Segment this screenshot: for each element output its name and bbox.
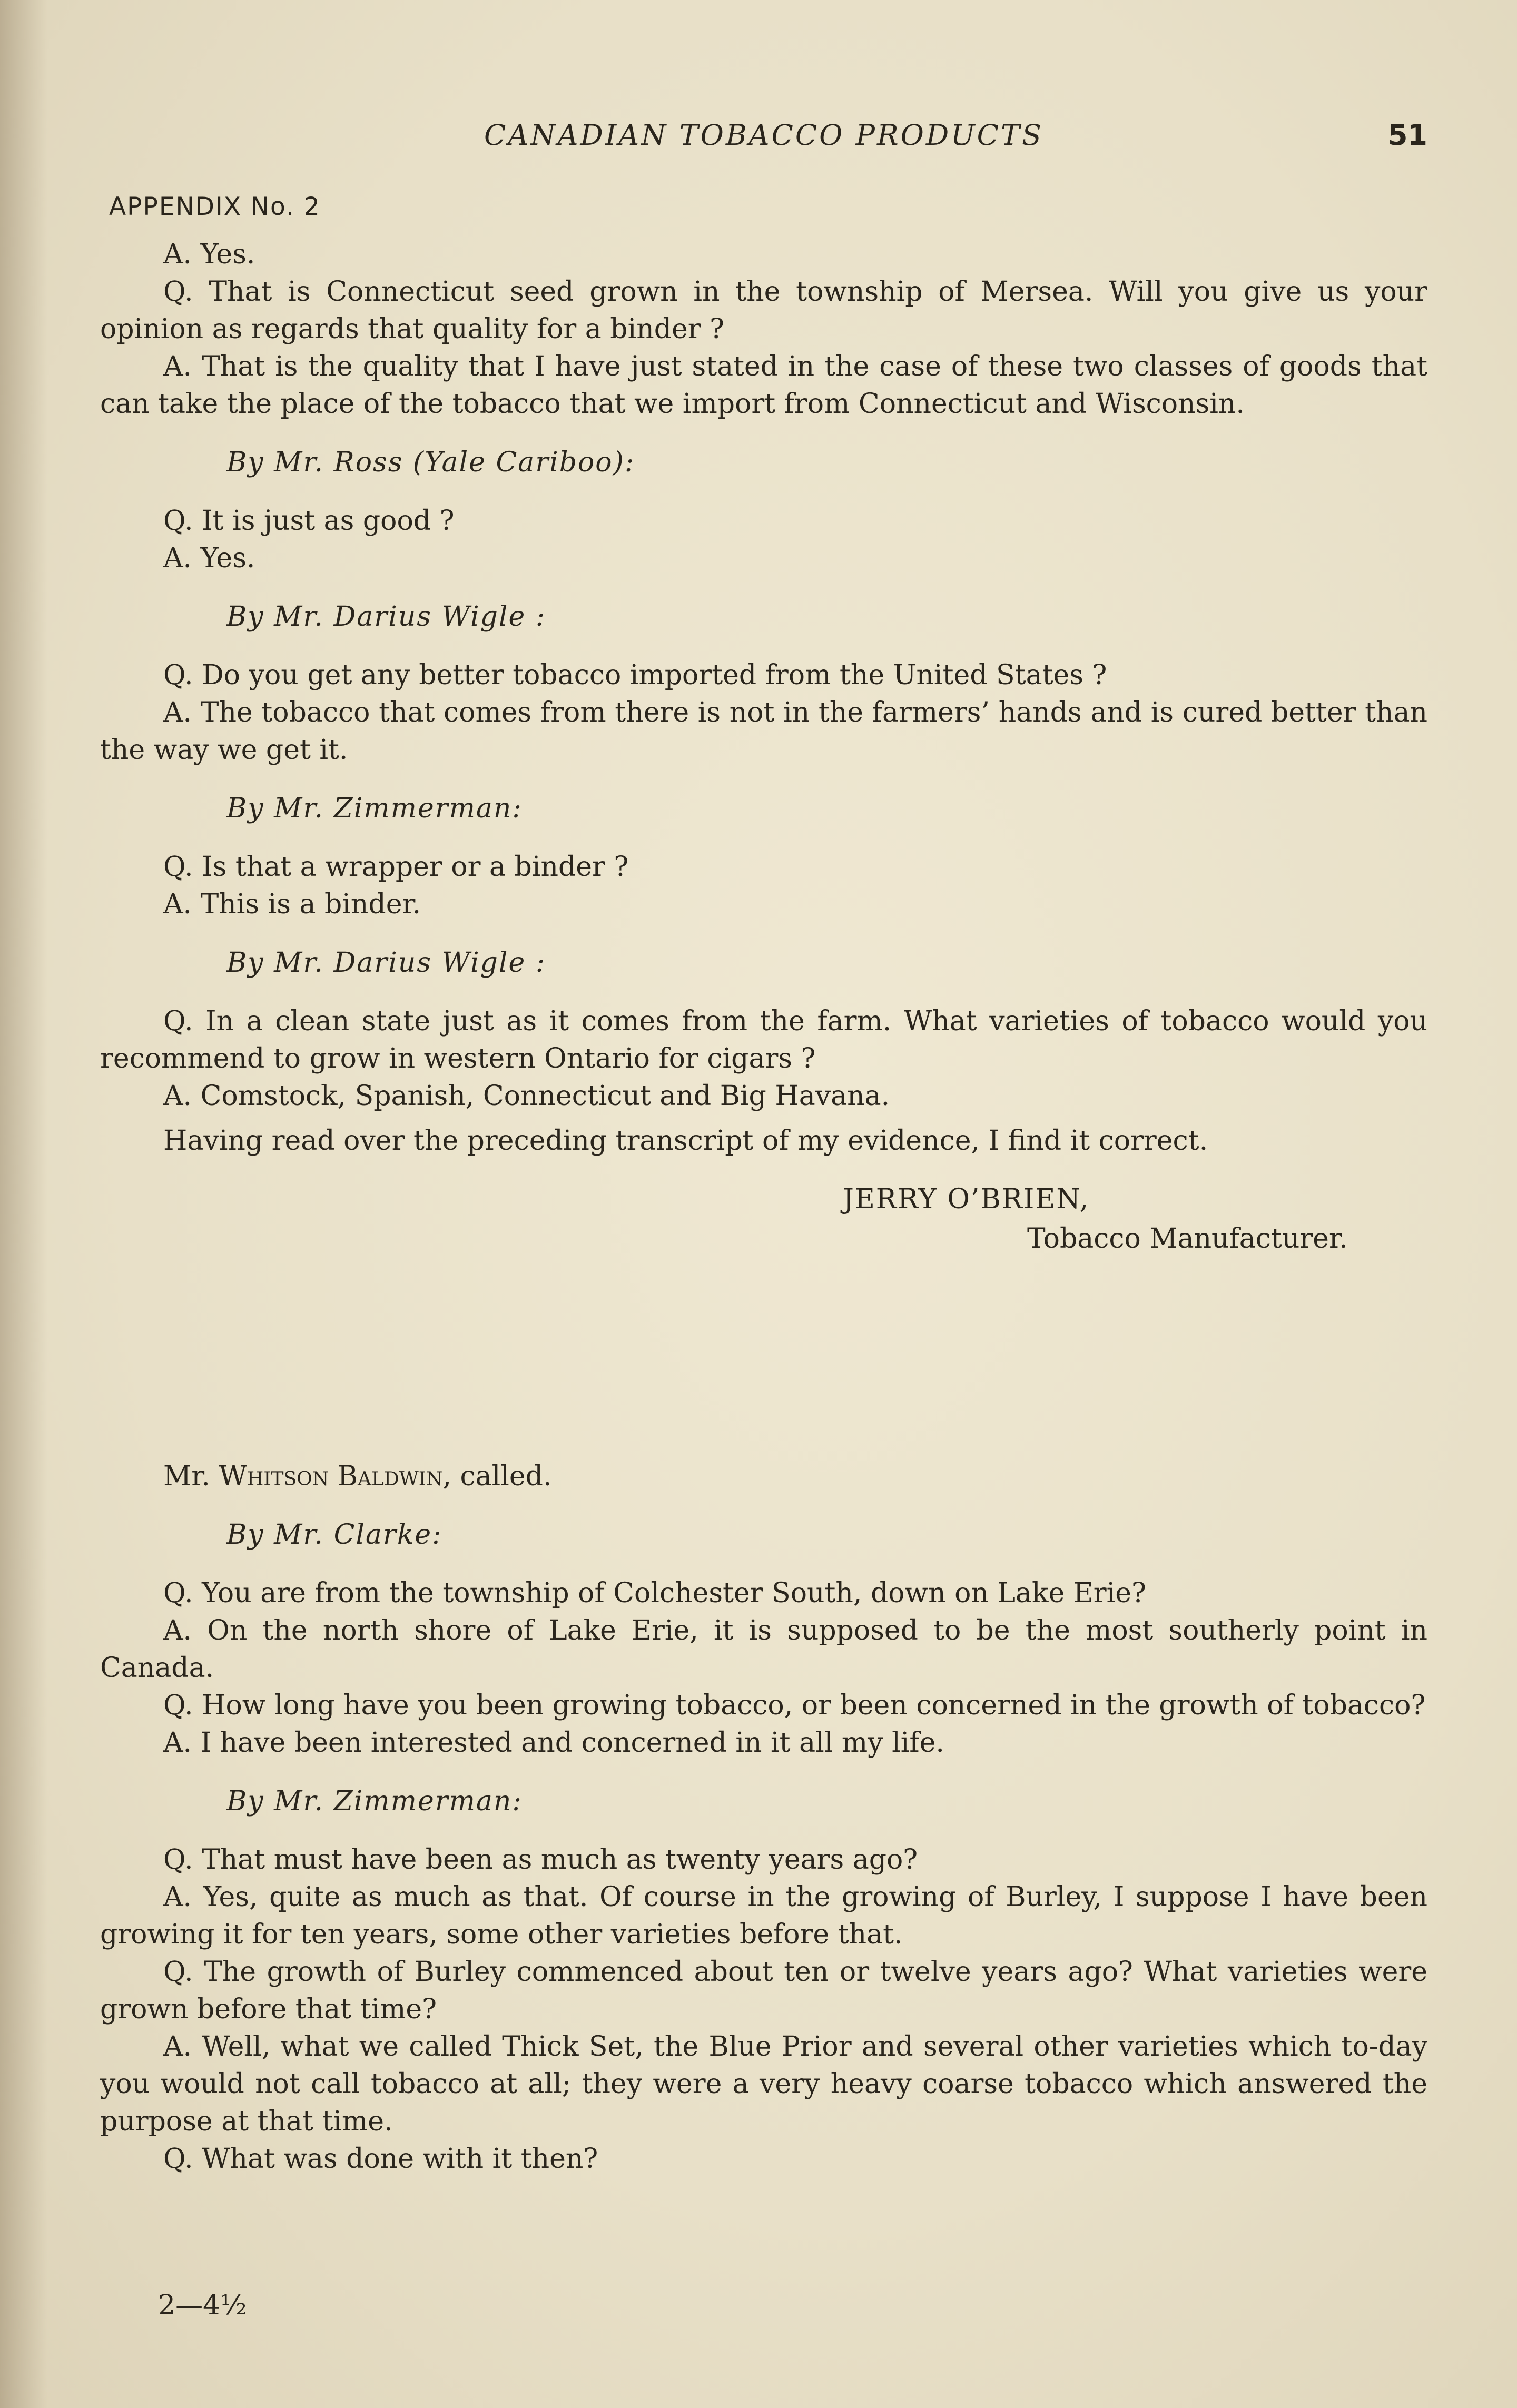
- appendix-label: APPENDIX No. 2: [109, 192, 321, 221]
- speaker-heading: By Mr. Darius Wigle :: [226, 601, 546, 633]
- paragraph: A. That is the quality that I have just stated in the case of these two classes of goods that can take the place of the tobacco that we import from Connecticut and Wisconsin.: [100, 351, 1427, 420]
- running-title: CANADIAN TOBACCO PRODUCTS: [484, 119, 1044, 152]
- signature-name: JERRY O’BRIEN,: [843, 1183, 1090, 1215]
- paragraph: A. This is a binder.: [163, 889, 421, 920]
- speaker-heading: By Mr. Clarke:: [226, 1519, 442, 1551]
- paragraph: Having read over the preceding transcript of my evidence, I find it correct.: [163, 1125, 1208, 1157]
- paragraph: A. Yes, quite as much as that. Of course in the growing of Burley, I suppose I have been growing it for ten years, some other varieties before that.: [100, 1881, 1427, 1950]
- paragraph: Q. Is that a wrapper or a binder ?: [163, 851, 629, 883]
- witness-called-line: [100, 1458, 1427, 1495]
- speaker-heading: By Mr. Zimmerman:: [226, 1785, 523, 1817]
- printer-signature-mark: 2—4½: [158, 2289, 247, 2321]
- witness-name: Whitson Baldwin: [219, 1460, 443, 1492]
- body-text: [100, 236, 1427, 2178]
- paragraph: A. Comstock, Spanish, Connecticut and Big Havana.: [163, 1080, 890, 1112]
- speaker-heading: By Mr. Darius Wigle :: [226, 947, 546, 979]
- witness-suffix: , called.: [442, 1460, 552, 1492]
- page-header: [100, 119, 1427, 161]
- speaker-heading: By Mr. Zimmerman:: [226, 793, 523, 824]
- paragraph: Q. Do you get any better tobacco imported from the United States ?: [163, 659, 1107, 691]
- section-gap: [100, 1258, 1427, 1458]
- paragraph: A. On the north shore of Lake Erie, it is supposed to be the most southerly point in Canada.: [100, 1615, 1427, 1684]
- paragraph: Q. What was done with it then?: [163, 2143, 598, 2175]
- witness-prefix: Mr.: [163, 1460, 219, 1492]
- paragraph: Q. It is just as good ?: [163, 505, 455, 537]
- paragraph: Q. How long have you been growing tobacco, or been concerned in the growth of tobacco?: [163, 1690, 1426, 1721]
- paragraph: Q. In a clean state just as it comes from the farm. What varieties of tobacco would you recommend to grow in western Ontario for cigars ?: [100, 1005, 1427, 1074]
- paragraph: Q. That must have been as much as twenty years ago?: [163, 1844, 918, 1876]
- signature-title: Tobacco Manufacturer.: [1027, 1223, 1348, 1255]
- paragraph: A. Well, what we called Thick Set, the Blue Prior and several other varieties which to-day you would not call tobacco at all; they were a very heavy coarse tobacco which answered the purpose at that time.: [100, 2031, 1427, 2137]
- paragraph: Q. That is Connecticut seed grown in the township of Mersea. Will you give us your opinion as regards that quality for a binder ?: [100, 276, 1427, 345]
- paragraph: A. The tobacco that comes from there is not in the farmers’ hands and is cured better than the way we get it.: [100, 697, 1427, 766]
- page-spine-shadow: [0, 0, 47, 2408]
- paragraph: Q. You are from the township of Colchester South, down on Lake Erie?: [163, 1577, 1146, 1609]
- page-number: 51: [1387, 119, 1427, 152]
- paragraph: Q. The growth of Burley commenced about ten or twelve years ago? What varieties were grown before that time?: [100, 1956, 1427, 2025]
- paragraph: A. I have been interested and concerned in it all my life.: [163, 1727, 944, 1759]
- paragraph: A. Yes.: [163, 239, 255, 270]
- speaker-heading: By Mr. Ross (Yale Cariboo):: [226, 447, 635, 478]
- paragraph: A. Yes.: [163, 542, 255, 574]
